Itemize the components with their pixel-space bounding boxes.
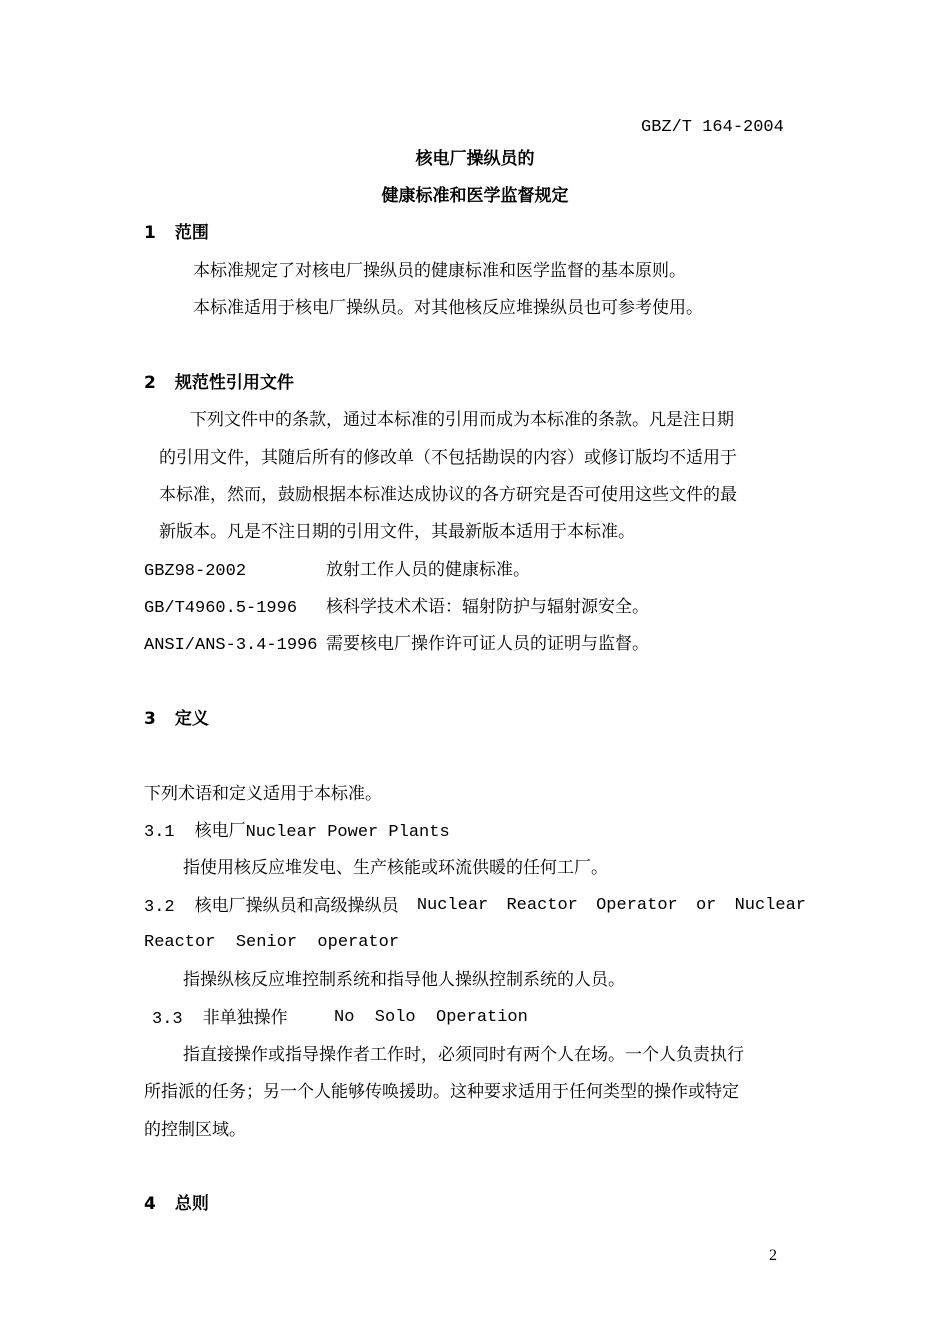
section-1-heading bbox=[144, 222, 209, 244]
definition-number: 3.2 bbox=[144, 898, 175, 917]
definition-3-3-body-line: 指直接操作或指导操作者工作时，必须同时有两个人在场。一个人负责执行 bbox=[183, 1045, 744, 1065]
reference-row bbox=[144, 596, 297, 618]
section-title: 定义 bbox=[174, 709, 209, 729]
page-number: 2 bbox=[769, 1247, 777, 1264]
definition-term-en-word: or bbox=[695, 896, 717, 915]
reference-title: 放射工作人员的健康标准。 bbox=[326, 560, 530, 580]
definition-3-3-term-en: No Solo Operation bbox=[334, 1008, 528, 1027]
section-2-text-line: 下列文件中的条款，通过本标准的引用而成为本标准的条款。凡是注日期 bbox=[190, 410, 734, 430]
document-code: GBZ/T 164-2004 bbox=[641, 118, 784, 137]
document-title-line1: 核电厂操纵员的 bbox=[415, 149, 535, 169]
definition-term-en: Nuclear Power Plants bbox=[245, 823, 450, 842]
definition-term-en-word: Operator bbox=[596, 896, 678, 915]
section-number: 4 bbox=[144, 1194, 156, 1214]
definition-term-en-word: Reactor bbox=[506, 896, 578, 915]
section-2-heading bbox=[144, 372, 294, 394]
section-1-paragraph-2: 本标准适用于核电厂操纵员。对其他核反应堆操纵员也可参考使用。 bbox=[193, 298, 703, 318]
reference-code: GBZ98-2002 bbox=[144, 562, 247, 581]
definition-3-3-term bbox=[152, 1007, 288, 1029]
definition-term-cn: 非单独操作 bbox=[202, 1008, 288, 1028]
definition-term-cn: 核电厂操纵员和高级操纵员 bbox=[194, 896, 399, 916]
definition-number: 3.1 bbox=[144, 823, 175, 842]
definition-3-2-body: 指操纵核反应堆控制系统和指导他人操纵控制系统的人员。 bbox=[183, 970, 625, 990]
section-2-text-line: 新版本。凡是不注日期的引用文件，其最新版本适用于本标准。 bbox=[159, 522, 635, 542]
section-title: 规范性引用文件 bbox=[174, 373, 294, 393]
reference-code: ANSI/ANS-3.4-1996 bbox=[144, 636, 318, 655]
section-1-paragraph-1: 本标准规定了对核电厂操纵员的健康标准和医学监督的基本原则。 bbox=[193, 261, 686, 281]
section-number: 3 bbox=[144, 709, 156, 729]
reference-title: 核科学技术术语：辐射防护与辐射源安全。 bbox=[326, 597, 649, 617]
section-2-text-line: 的引用文件，其随后所有的修改单（不包括勘误的内容）或修订版均不适用于 bbox=[159, 448, 737, 468]
reference-code: GB/T4960.5-1996 bbox=[144, 599, 298, 618]
section-3-intro: 下列术语和定义适用于本标准。 bbox=[144, 784, 382, 804]
definition-term-en-word: Nuclear bbox=[416, 896, 489, 915]
section-3-heading bbox=[144, 708, 209, 730]
definition-3-3-body-line: 的控制区域。 bbox=[144, 1120, 246, 1140]
section-title: 范围 bbox=[174, 223, 209, 243]
reference-title: 需要核电厂操作许可证人员的证明与监督。 bbox=[326, 634, 649, 654]
definition-3-3-body-line: 所指派的任务；另一个人能够传唤援助。这种要求适用于任何类型的操作或特定 bbox=[144, 1082, 739, 1102]
document-title-line2: 健康标准和医学监督规定 bbox=[381, 186, 569, 206]
section-number: 1 bbox=[144, 223, 156, 243]
definition-3-2-term bbox=[144, 895, 806, 917]
section-title: 总则 bbox=[174, 1194, 209, 1214]
definition-3-1-body: 指使用核反应堆发电、生产核能或环流供暖的任何工厂。 bbox=[183, 858, 608, 878]
definition-3-2-term-continued: Reactor Senior operator bbox=[144, 933, 400, 952]
reference-row bbox=[144, 559, 246, 581]
section-4-heading bbox=[144, 1193, 209, 1215]
definition-term-cn: 核电厂 bbox=[194, 821, 246, 841]
definition-term-en-word: Nuclear bbox=[734, 896, 806, 915]
reference-row bbox=[144, 633, 317, 655]
section-number: 2 bbox=[144, 373, 156, 393]
section-2-text-line: 本标准，然而，鼓励根据本标准达成协议的各方研究是否可使用这些文件的最 bbox=[159, 485, 737, 505]
definition-number: 3.3 bbox=[152, 1010, 183, 1029]
definition-3-1-term bbox=[144, 820, 450, 842]
